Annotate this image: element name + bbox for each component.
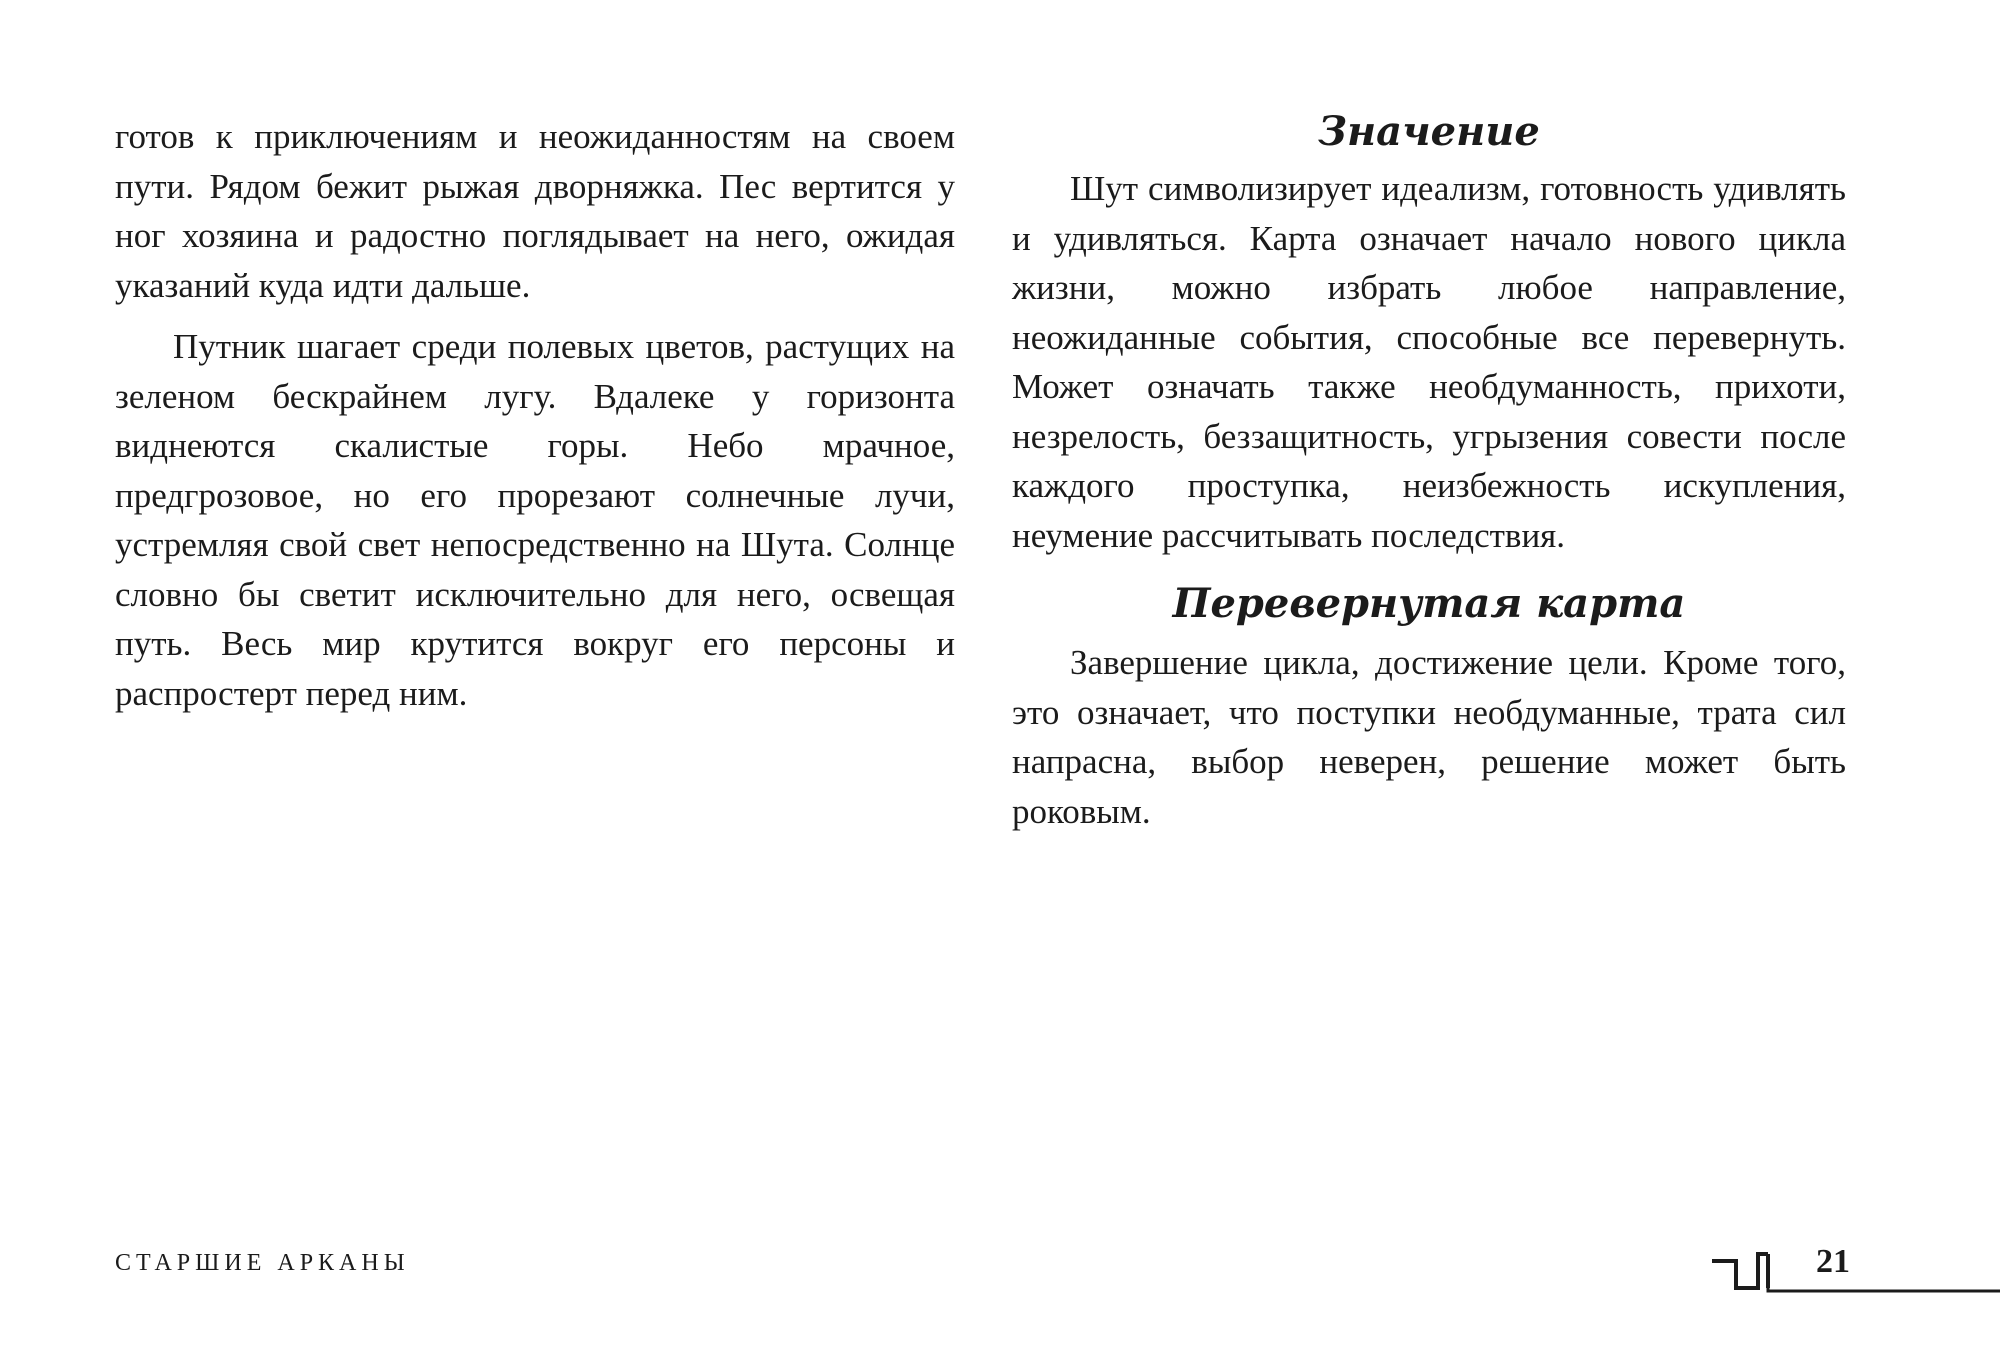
left-column bbox=[115, 112, 955, 718]
reversed-card-heading: Перевернутая карта bbox=[1172, 580, 1686, 627]
right-column bbox=[1012, 108, 1846, 836]
meaning-paragraph: Шут символизирует идеализм, готовность удивлять и удивляться. Карта означает начало нового цикла жизни, можно избрать любое направление, неожиданные события, способные все перевернуть. Может означать также необдуманность, прихоти, незрелость, беззащитность, угрызения совести после каждого проступка, неизбежность искупления, неумение рассчитывать последствия. bbox=[1012, 169, 1846, 555]
body-paragraph-traveler: Путник шагает среди полевых цветов, растущих на зеленом бескрайнем лугу. Вдалеке у горизонта виднеются скалистые горы. Небо мрачное, предгрозовое, но его прорезают солнечные лучи, устремляя свой свет непосредственно на Шута. Солнце словно бы светит исключительно для него, освещая путь. Весь мир крутится вокруг его персоны и распростерт перед ним. bbox=[115, 327, 955, 713]
running-title: СТАРШИЕ АРКАНЫ bbox=[115, 1250, 410, 1276]
meaning-heading: Значение bbox=[1318, 108, 1540, 155]
page-corner-ornament-icon bbox=[1708, 1248, 2000, 1296]
reversed-card-paragraph: Завершение цикла, достижение цели. Кроме того, это означает, что поступки необдуманные, трата сил напрасна, выбор неверен, решение может быть роковым. bbox=[1012, 643, 1846, 831]
page-number: 21 bbox=[1816, 1243, 1850, 1280]
body-paragraph-continued: готов к приключениям и неожиданностям на своем пути. Рядом бежит рыжая дворняжка. Пес вертится у ног хозяина и радостно поглядывает на него, ожидая указаний куда идти дальше. bbox=[115, 117, 955, 305]
